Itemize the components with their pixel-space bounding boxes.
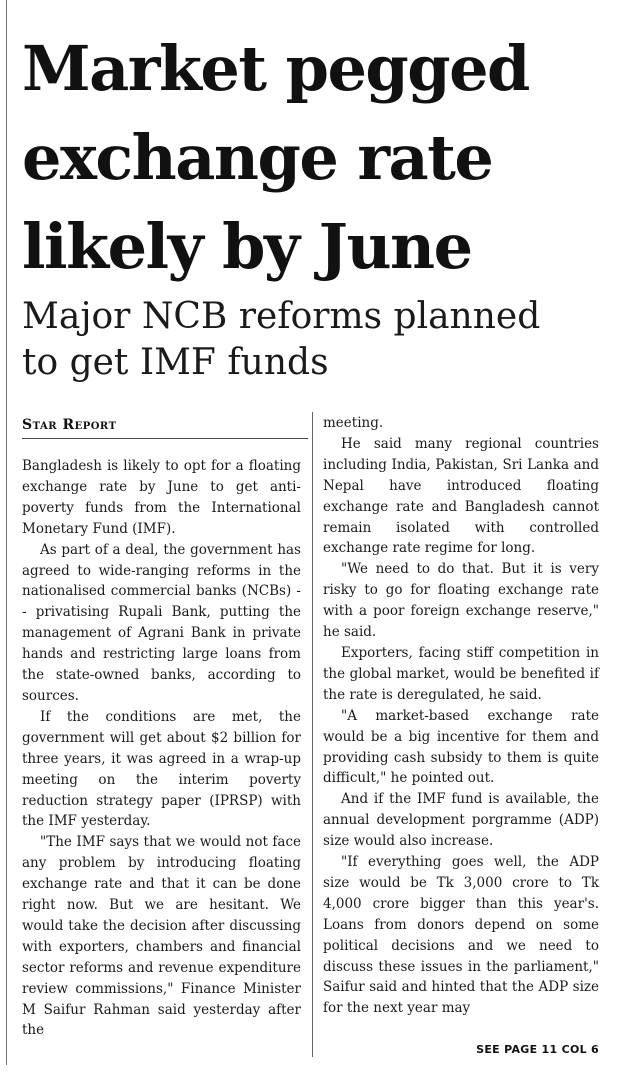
subheadline-line: Major NCB reforms planned	[22, 296, 541, 337]
byline: Star Report	[22, 417, 117, 433]
paragraph: "We need to do that. But it is very risky to go for floating exchange rate with a poor foreign exchange reserve," he said.	[323, 561, 599, 641]
paragraph: Bangladesh is likely to opt for a floating exchange rate by June to get anti-poverty funds from the International Monetary Fund (IMF).	[22, 458, 301, 537]
paragraph: He said many regional countries including India, Pakistan, Sri Lanka and Nepal have introduced floating exchange rate and Bangladesh cannot remain isolated with controlled exchange rate regime for long.	[323, 435, 599, 557]
paragraph: "A market-based exchange rate would be a big incentive for them and providing cash subsidy to them is quite difficult," he pointed out.	[323, 707, 599, 787]
article-column-2	[323, 413, 599, 1019]
article-column-1	[22, 456, 301, 1041]
headline-line: exchange rate	[22, 121, 493, 194]
subheadline	[22, 294, 612, 386]
paragraph: And if the IMF fund is available, the annual development porgramme (ADP) size would also increase.	[323, 791, 599, 850]
headline-line: likely by June	[22, 210, 472, 283]
byline-rule	[22, 438, 308, 439]
continued-on-page-link[interactable]: SEE PAGE 11 COL 6	[476, 1043, 599, 1056]
column-divider	[312, 412, 313, 1057]
paragraph: If the conditions are met, the government will get about $2 billion for three years, it was agreed in a wrap-up meeting on the interim poverty reduction strategy paper (IPRSP) with the IMF yesterday.	[22, 708, 301, 830]
headline-line: Market pegged	[22, 32, 529, 105]
headline	[22, 24, 612, 291]
page-border	[6, 0, 7, 1065]
paragraph: "The IMF says that we would not face any problem by introducing floating exchange rate and that it can be done right now. But we are hesitant. We would take the decision after discussing with exporters, chambers and financial sector reforms and revenue expenditure review commissions," Finance Minister M Saifur Rahman said yesterday after the	[22, 834, 301, 1039]
paragraph: "If everything goes well, the ADP size would be Tk 3,000 crore to Tk 4,000 crore bigger than this year's. Loans from donors depend on some political decisions and we need to discuss these issues in the parliament," Saifur said and hinted that the ADP size for the next year may	[323, 854, 599, 1017]
subheadline-line: to get IMF funds	[22, 342, 329, 383]
paragraph: Exporters, facing stiff competition in the global market, would be benefited if the rate is deregulated, he said.	[323, 644, 599, 703]
paragraph: As part of a deal, the government has agreed to wide-ranging reforms in the nationalised commercial banks (NCBs) -- privatising Rupali Bank, putting the management of Agrani Bank in private hands and restricting large loans from the state-owned banks, according to sources.	[22, 541, 301, 704]
paragraph: meeting.	[323, 415, 384, 431]
